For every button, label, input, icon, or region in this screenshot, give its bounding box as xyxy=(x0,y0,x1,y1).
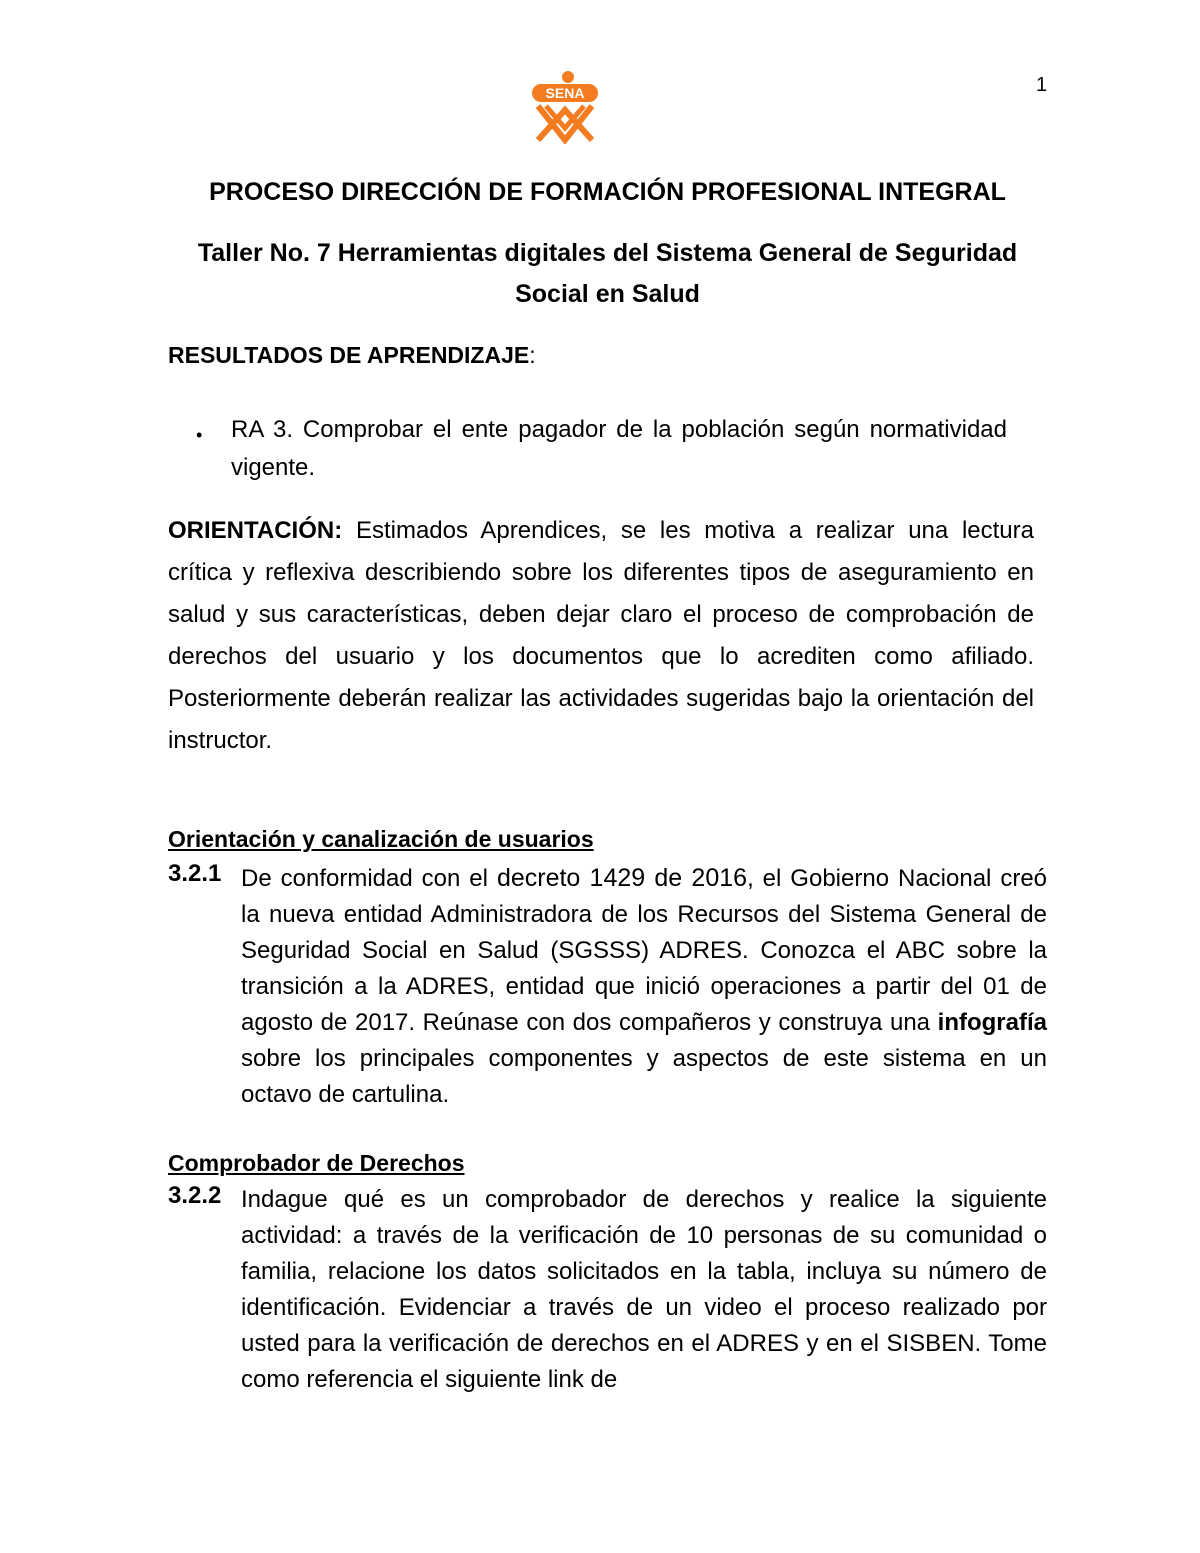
orientation-text: Estimados Aprendices, se les motiva a realizar una lectura crítica y reflexiva describiendo sobre los diferentes tipos de aseguramiento en salud y sus características, deben dejar claro el proceso de comprobación de derechos del usuario y los documentos que lo acrediten como afiliado. Posteriormente deberán realizar las actividades sugeridas bajo la orientación del instructor. xyxy=(168,517,1034,754)
item-number: 3.2.1 xyxy=(168,860,222,887)
learning-result-item: RA 3. Comprobar el ente pagador de la población según normatividad vigente. xyxy=(231,416,1007,481)
item-text-3-2-2: Indague qué es un comprobador de derechos y realice la siguiente actividad: a través de la verificación de 10 personas de su comunidad o familia, relacione los datos solicitados en la tabla, incluya su número de identificación. Evidenciar a través de un video el proceso realizado por usted para la verificación de derechos en el ADRES y en el SISBEN. Tome como referencia el siguiente link de xyxy=(241,1186,1047,1393)
decree-reference: decreto 1429 de 2016 xyxy=(496,864,748,892)
infographic-keyword: infografía xyxy=(937,1009,1047,1036)
svg-text:SENA: SENA xyxy=(545,85,585,101)
bullet-marker: • xyxy=(196,425,203,445)
item-number: 3.2.2 xyxy=(168,1182,222,1209)
sena-logo-icon xyxy=(528,70,602,144)
workshop-title-line2: Social en Salud xyxy=(515,280,700,308)
item-text-3-2-1: De conformidad con el decreto 1429 de 2016, el Gobierno Nacional creó la nueva entidad Administradora de los Recursos del Sistema General de Seguridad Social en Salud (SGSSS) ADRES. Conozca el ABC sobre la transición a la ADRES, entidad que inició operaciones a partir del 01 de agosto de 2017. Reúnase con dos compañeros y construya una infografía sobre los principales componentes y aspectos de este sistema en un octavo de cartulina. xyxy=(241,864,1048,1108)
section-title-orientation: Orientación y canalización de usuarios xyxy=(168,826,594,852)
page-number: 1 xyxy=(1036,74,1048,96)
orientation-label: ORIENTACIÓN: xyxy=(168,517,343,544)
sena-logo xyxy=(528,70,602,144)
section-title-rights-checker: Comprobador de Derechos xyxy=(168,1150,465,1176)
orientation-paragraph xyxy=(168,510,1034,762)
workshop-title-line1: Taller No. 7 Herramientas digitales del Sistema General de Seguridad xyxy=(197,239,1018,267)
learning-results-heading: RESULTADOS DE APRENDIZAJE: xyxy=(168,342,536,368)
document-title: PROCESO DIRECCIÓN DE FORMACIÓN PROFESIONAL INTEGRAL xyxy=(209,178,1006,206)
